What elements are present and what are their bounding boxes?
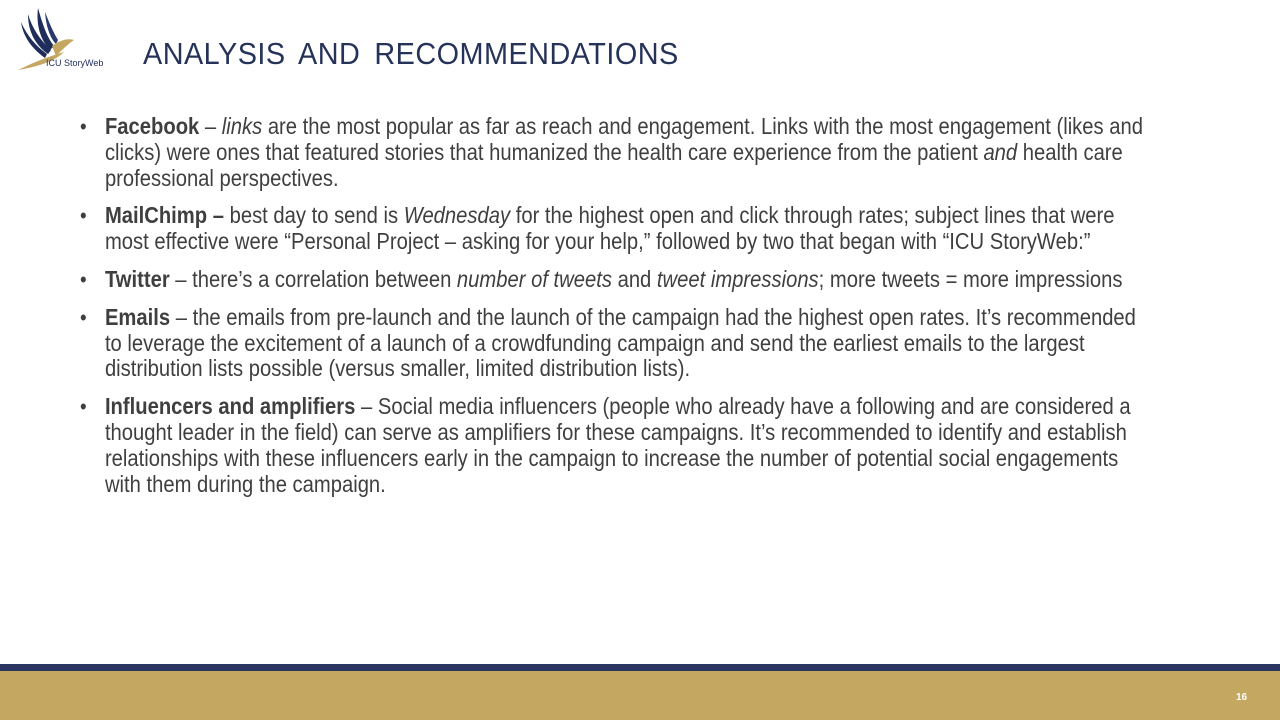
footer-gold-band — [0, 671, 1280, 720]
slide-content — [80, 114, 1180, 509]
bullet-emphasis: and — [983, 138, 1018, 165]
bullet-emails — [80, 305, 1146, 382]
bullet-list — [80, 114, 1180, 497]
bullet-text: and — [611, 265, 657, 292]
bullet-label: Twitter — [104, 265, 170, 292]
bullet-emphasis: Wednesday — [403, 202, 511, 229]
bullet-text: – — [199, 113, 222, 139]
bullet-emphasis: links — [221, 113, 263, 139]
bullet-text: ; more tweets = more impressions — [818, 265, 1123, 292]
slide-title: ANALYSIS AND RECOMMENDATIONS — [143, 36, 679, 71]
page-number: 16 — [1236, 692, 1248, 703]
bullet-twitter — [80, 267, 1146, 293]
bullet-text: – the emails from pre-launch and the launch of the campaign had the highest open rates. It’s recommended to leverage the excitement of a launch of a crowdfunding campaign and send the earliest emails to the largest distribution lists possible (versus smaller, limited distribution lists). — [104, 303, 1136, 382]
logo-text: ICU StoryWeb — [46, 58, 104, 68]
bullet-text: best day to send is — [223, 202, 404, 229]
bullet-emphasis: number of tweets — [456, 265, 612, 292]
bullet-label: Facebook — [104, 113, 200, 139]
bullet-dot-icon: • — [80, 304, 87, 330]
logo — [16, 6, 116, 74]
bullet-dot-icon: • — [80, 203, 87, 229]
bullet-influencers — [80, 394, 1146, 497]
bullet-label: Emails — [104, 303, 171, 330]
footer-navy-band — [0, 664, 1280, 671]
bullet-label: Influencers and amplifiers — [104, 393, 356, 420]
bullet-mailchimp — [80, 203, 1146, 255]
bullet-emphasis: tweet impressions — [656, 265, 819, 292]
bullet-text: – Social media influencers (people who already have a following and are considered a thought leader in the field) can serve as amplifiers for these campaigns. It’s recommended to identify and establish relationships with these influencers early in the campaign to increase the number of potential social engagements with them during the campaign. — [104, 393, 1131, 497]
bullet-dot-icon: • — [80, 114, 87, 139]
bullet-facebook — [80, 114, 1146, 191]
bullet-dot-icon: • — [80, 394, 87, 420]
bullet-text: are the most popular as far as reach and engagement. Links with the most engagement (likes and clicks) were ones that featured stories that humanized the health care experience from the patient — [104, 113, 1143, 165]
bullet-text: health care professional perspectives. — [104, 138, 1123, 191]
bullet-dot-icon: • — [80, 266, 87, 292]
bullet-label: MailChimp – — [104, 202, 224, 229]
bullet-text: – there’s a correlation between — [169, 265, 457, 292]
bullet-text: for the highest open and click through rates; subject lines that were most effective were “Personal Project – asking for your help,” followed by two that began with “ICU StoryWeb:” — [104, 202, 1115, 255]
